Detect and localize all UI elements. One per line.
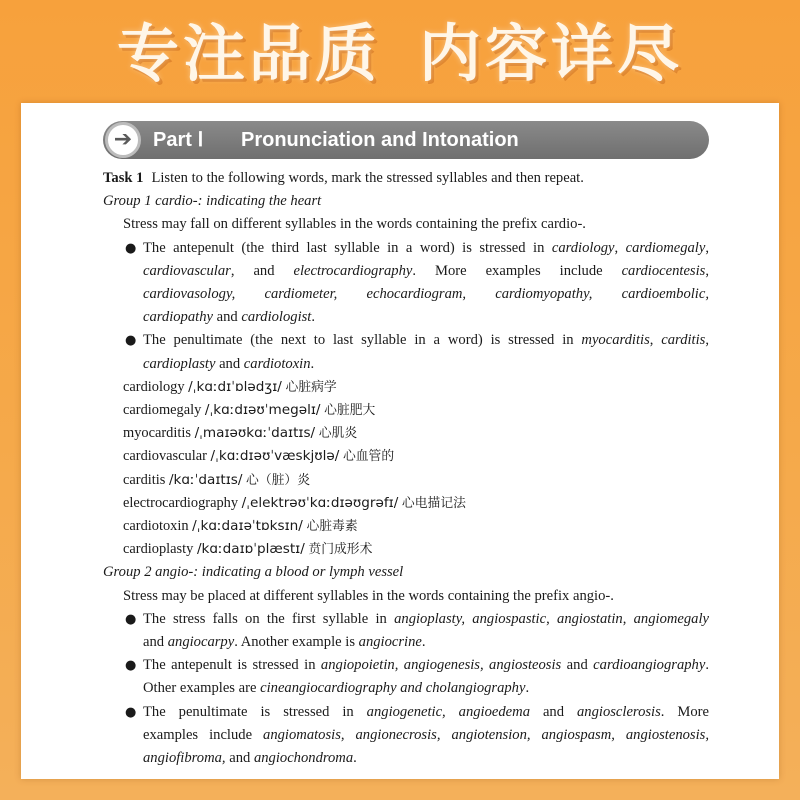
- vocab-item: cardiomegaly /ˌkɑːdɪəʊˈmegəlɪ/ 心脏肥大: [123, 402, 376, 419]
- bullet-icon: ●: [125, 333, 137, 349]
- page-content: [103, 167, 709, 770]
- task-label: Task 1: [103, 170, 144, 186]
- bullet-icon: ●: [125, 240, 137, 256]
- vocab-item: cardiology /ˌkɑːdɪˈɒlədʒɪ/ 心脏病学: [123, 378, 337, 395]
- group2-bullet-3: ● The penultimate is stressed in angiogenetic, angioedema and angiosclerosis. More examples include angiomatosis, angionecrosis, angiotension, angiospasm, angiostenosis, angiofibroma, and angiochondroma.: [103, 701, 709, 771]
- group2-bullet-2: ● The antepenult is stressed in angiopoietin, angiogenesis, angiosteosis and cardioangiography. Other examples are cineangiocardiography and cholangiography.: [103, 654, 709, 700]
- vocab-item: electrocardiography /ˌelektrəʊˈkɑːdɪəʊgrəfɪ/ 心电描记法: [123, 494, 466, 511]
- group1-bullet-1: ● The antepenult (the third last syllable in a word) is stressed in cardiology, cardiomegaly, cardiovascular, and electrocardiography. More examples include cardiocentesis, cardiovasology, cardiometer, echocardiogram, cardiomyopathy, cardioembolic, cardiopathy and cardiologist.: [103, 237, 709, 330]
- textbook-page: [21, 103, 779, 779]
- promo-banner: [0, 8, 800, 100]
- vocab-item: cardiovascular /ˌkɑːdɪəʊˈvæskjʊlə/ 心血管的: [123, 448, 395, 465]
- banner-right-text: 内容详尽: [419, 17, 684, 90]
- group2-intro: Stress may be placed at different syllables in the words containing the prefix angio-.: [123, 587, 614, 604]
- group1-bullet-2: ● The penultimate (the next to last syllable in a word) is stressed in myocarditis, carditis, cardioplasty and cardiotoxin.: [103, 329, 709, 375]
- vocab-item: cardioplasty /kɑːdaɪɒˈplæstɪ/ 贲门成形术: [123, 541, 373, 558]
- bullet-icon: ●: [125, 704, 137, 720]
- vocab-item: carditis /kɑːˈdaɪtɪs/ 心（脏）炎: [123, 471, 311, 488]
- bullet-icon: ●: [125, 658, 137, 674]
- part-title: Pronunciation and Intonation: [241, 129, 519, 151]
- group1-heading: Group 1 cardio-: indicating the heart: [103, 193, 322, 210]
- task-instruction: Listen to the following words, mark the stressed syllables and then repeat.: [151, 170, 584, 186]
- group2-bullet-1: ● The stress falls on the first syllable in angioplasty, angiospastic, angiostatin, angiomegaly and angiocarpy. Another example is angiocrine.: [103, 608, 709, 654]
- banner-left-text: 专注品质: [116, 17, 381, 90]
- vocab-item: myocarditis /ˌmaɪəʊkɑːˈdaɪtɪs/ 心肌炎: [123, 425, 358, 442]
- group1-intro: Stress may fall on different syllables in the words containing the prefix cardio-.: [123, 216, 586, 233]
- part-number: Part Ⅰ: [153, 129, 204, 151]
- vocab-item: cardiotoxin /ˌkɑːdaɪəˈtɒksɪn/ 心脏毒素: [123, 518, 358, 535]
- bullet-icon: ●: [125, 611, 137, 627]
- part-header-bar: [103, 121, 709, 159]
- task-line: [103, 167, 709, 190]
- arrow-right-icon: ➔: [105, 122, 141, 158]
- group2-heading: Group 2 angio-: indicating a blood or lymph vessel: [103, 564, 404, 581]
